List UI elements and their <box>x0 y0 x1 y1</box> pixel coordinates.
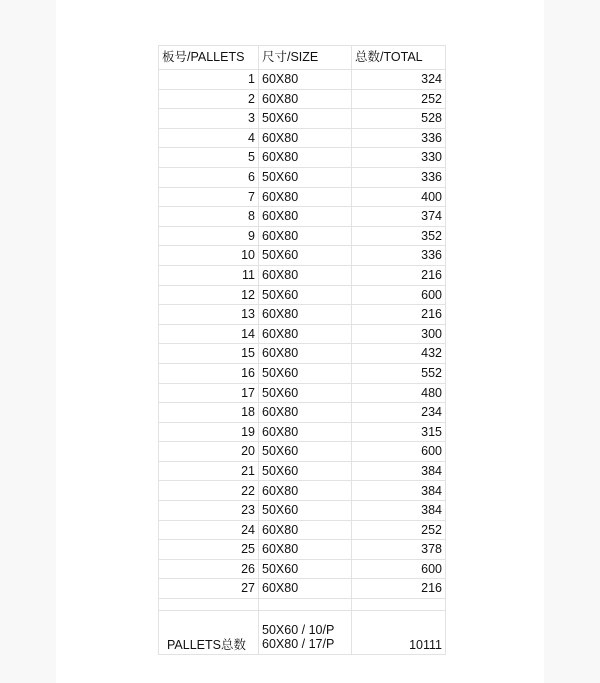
pallet-table <box>158 45 446 655</box>
pallet-number-cell: 18 <box>159 403 259 423</box>
pallet-total-cell: 315 <box>352 422 446 442</box>
table-row <box>159 265 446 285</box>
pallet-total-cell: 252 <box>352 89 446 109</box>
pallet-total-cell: 216 <box>352 579 446 599</box>
table-row <box>159 285 446 305</box>
pallet-total-cell: 216 <box>352 305 446 325</box>
pallet-size-cell: 50X60 <box>259 363 352 383</box>
pallet-number-cell: 17 <box>159 383 259 403</box>
table-row <box>159 167 446 187</box>
pallet-number-cell: 3 <box>159 109 259 129</box>
pallet-total-cell: 336 <box>352 128 446 148</box>
pallet-number-cell: 15 <box>159 344 259 364</box>
table-row <box>159 403 446 423</box>
table-row <box>159 501 446 521</box>
header-total: 总数/TOTAL <box>352 46 446 70</box>
pallet-size-cell: 50X60 <box>259 167 352 187</box>
pallet-total-cell: 378 <box>352 540 446 560</box>
pallet-total-cell: 234 <box>352 403 446 423</box>
pallet-size-cell: 60X80 <box>259 89 352 109</box>
table-row <box>159 422 446 442</box>
summary-grand-total: 10111 <box>352 611 446 655</box>
pallet-size-cell: 60X80 <box>259 520 352 540</box>
summary-size-line: 60X80 / 17/P <box>262 637 335 652</box>
spacer-cell <box>352 599 446 611</box>
summary-label: PALLETS总数 <box>159 611 259 655</box>
pallet-total-cell: 432 <box>352 344 446 364</box>
spacer-cell <box>159 599 259 611</box>
pallet-total-cell: 374 <box>352 207 446 227</box>
table-row <box>159 109 446 129</box>
header-pallets: 板号/PALLETS <box>159 46 259 70</box>
pallet-size-cell: 60X80 <box>259 265 352 285</box>
pallet-size-cell: 50X60 <box>259 442 352 462</box>
pallet-total-cell: 336 <box>352 167 446 187</box>
pallet-number-cell: 2 <box>159 89 259 109</box>
pallet-size-cell: 60X80 <box>259 148 352 168</box>
table-row <box>159 442 446 462</box>
pallet-number-cell: 4 <box>159 128 259 148</box>
pallet-number-cell: 22 <box>159 481 259 501</box>
pallet-number-cell: 7 <box>159 187 259 207</box>
table-row <box>159 246 446 266</box>
pallet-total-cell: 552 <box>352 363 446 383</box>
right-margin-band <box>544 0 600 683</box>
left-margin-band <box>0 0 56 683</box>
pallet-number-cell: 9 <box>159 226 259 246</box>
table-row <box>159 128 446 148</box>
pallet-size-cell: 60X80 <box>259 207 352 227</box>
table-row <box>159 89 446 109</box>
pallet-total-cell: 600 <box>352 442 446 462</box>
pallet-size-cell: 60X80 <box>259 422 352 442</box>
pallet-number-cell: 20 <box>159 442 259 462</box>
pallet-number-cell: 16 <box>159 363 259 383</box>
pallet-number-cell: 11 <box>159 265 259 285</box>
pallet-size-cell: 60X80 <box>259 481 352 501</box>
pallet-size-cell: 60X80 <box>259 344 352 364</box>
pallet-number-cell: 19 <box>159 422 259 442</box>
pallet-size-cell: 60X80 <box>259 324 352 344</box>
table-row <box>159 187 446 207</box>
summary-row <box>159 611 446 655</box>
pallet-number-cell: 8 <box>159 207 259 227</box>
table-row <box>159 540 446 560</box>
summary-size-line: 50X60 / 10/P <box>262 623 335 638</box>
spacer-cell <box>259 599 352 611</box>
pallet-size-cell: 60X80 <box>259 305 352 325</box>
pallet-total-cell: 330 <box>352 148 446 168</box>
pallet-total-cell: 384 <box>352 501 446 521</box>
pallet-total-cell: 252 <box>352 520 446 540</box>
pallet-size-cell: 50X60 <box>259 461 352 481</box>
table-row <box>159 305 446 325</box>
table-row <box>159 363 446 383</box>
pallet-number-cell: 14 <box>159 324 259 344</box>
table-row <box>159 226 446 246</box>
pallet-total-cell: 600 <box>352 285 446 305</box>
table-row <box>159 324 446 344</box>
summary-size-breakdown <box>259 611 352 655</box>
table-row <box>159 461 446 481</box>
pallet-total-cell: 528 <box>352 109 446 129</box>
pallet-size-cell: 50X60 <box>259 285 352 305</box>
pallet-number-cell: 10 <box>159 246 259 266</box>
pallet-size-cell: 50X60 <box>259 109 352 129</box>
header-size: 尺寸/SIZE <box>259 46 352 70</box>
table-header-row <box>159 46 446 70</box>
table-row <box>159 481 446 501</box>
pallet-total-cell: 352 <box>352 226 446 246</box>
pallet-size-cell: 60X80 <box>259 128 352 148</box>
pallet-number-cell: 5 <box>159 148 259 168</box>
pallet-total-cell: 400 <box>352 187 446 207</box>
pallet-total-cell: 600 <box>352 559 446 579</box>
table-row <box>159 520 446 540</box>
table-row <box>159 579 446 599</box>
table-row <box>159 383 446 403</box>
pallet-number-cell: 26 <box>159 559 259 579</box>
pallet-size-cell: 60X80 <box>259 403 352 423</box>
pallet-size-cell: 60X80 <box>259 226 352 246</box>
pallet-total-cell: 480 <box>352 383 446 403</box>
pallet-size-cell: 60X80 <box>259 70 352 90</box>
pallet-size-cell: 50X60 <box>259 501 352 521</box>
pallet-number-cell: 12 <box>159 285 259 305</box>
spacer-row <box>159 599 446 611</box>
table-row <box>159 559 446 579</box>
pallet-size-cell: 60X80 <box>259 540 352 560</box>
pallet-size-cell: 50X60 <box>259 383 352 403</box>
pallet-number-cell: 13 <box>159 305 259 325</box>
table-row <box>159 344 446 364</box>
pallet-number-cell: 1 <box>159 70 259 90</box>
pallet-size-cell: 60X80 <box>259 187 352 207</box>
pallet-number-cell: 21 <box>159 461 259 481</box>
table-row <box>159 207 446 227</box>
table-row <box>159 70 446 90</box>
pallet-number-cell: 27 <box>159 579 259 599</box>
pallet-total-cell: 384 <box>352 481 446 501</box>
pallet-number-cell: 23 <box>159 501 259 521</box>
pallet-number-cell: 25 <box>159 540 259 560</box>
pallet-number-cell: 6 <box>159 167 259 187</box>
pallet-total-cell: 300 <box>352 324 446 344</box>
pallet-size-cell: 50X60 <box>259 246 352 266</box>
pallet-total-cell: 336 <box>352 246 446 266</box>
pallet-total-cell: 324 <box>352 70 446 90</box>
pallet-number-cell: 24 <box>159 520 259 540</box>
pallet-size-cell: 50X60 <box>259 559 352 579</box>
pallet-table-body <box>159 46 446 655</box>
pallet-total-cell: 384 <box>352 461 446 481</box>
pallet-total-cell: 216 <box>352 265 446 285</box>
table-row <box>159 148 446 168</box>
pallet-size-cell: 60X80 <box>259 579 352 599</box>
